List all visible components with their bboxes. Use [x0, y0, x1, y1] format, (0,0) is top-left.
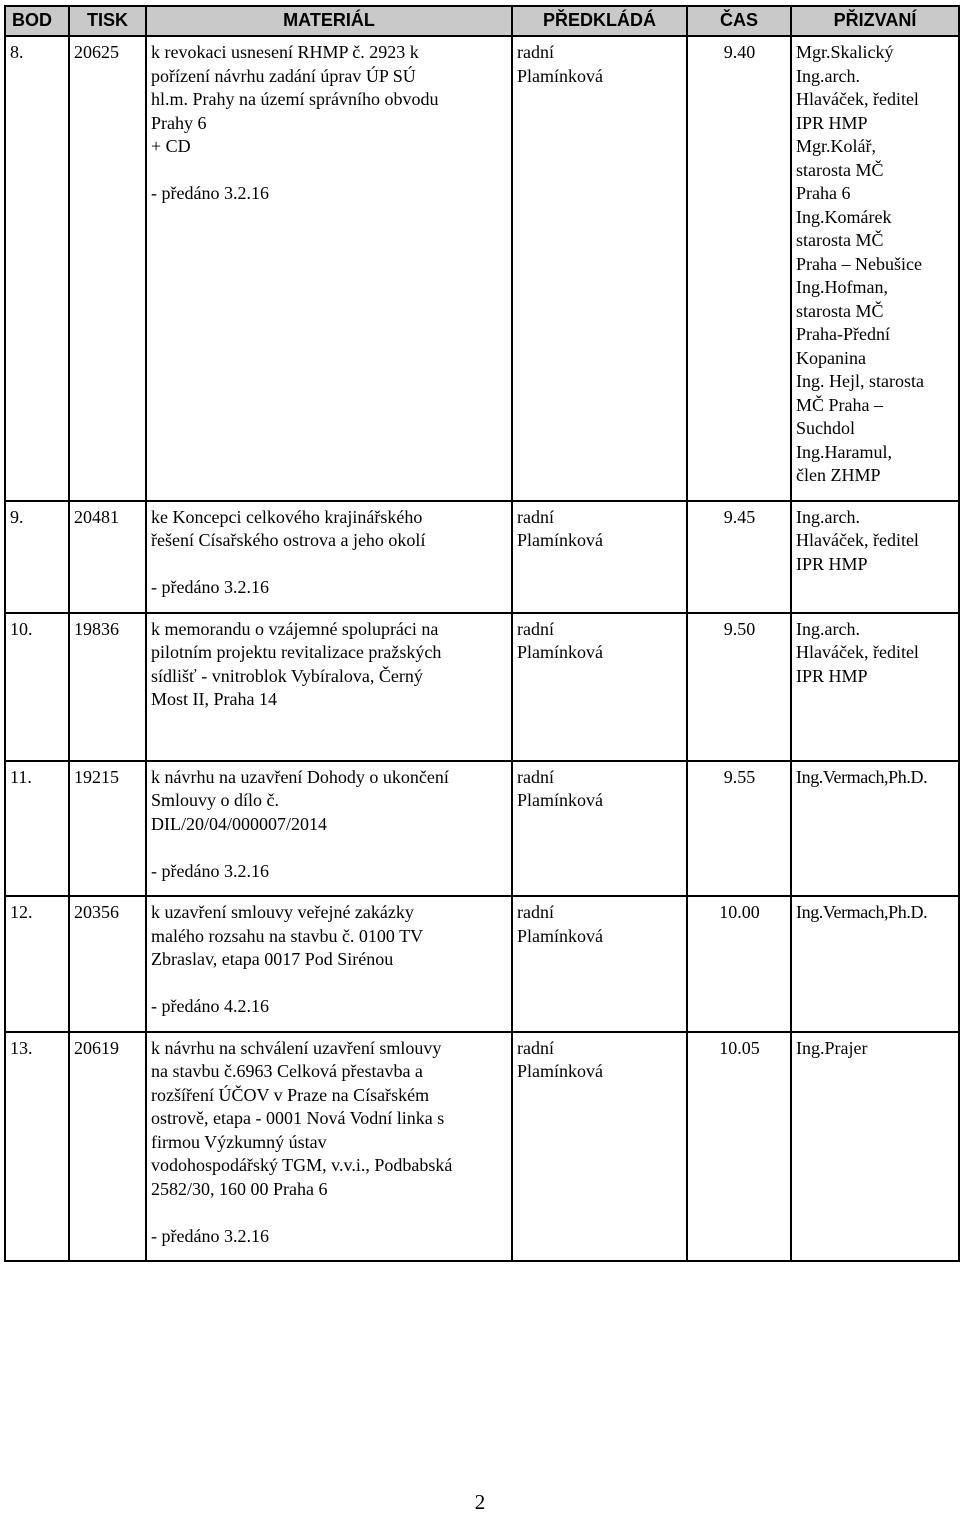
cell-bod — [5, 501, 69, 613]
table-row — [5, 761, 959, 897]
cas-time: 9.50 — [723, 618, 756, 639]
prizvani-line: Ing. Hejl, starosta — [796, 371, 924, 391]
prizvani-line: Ing.Vermach,Ph.D. — [796, 766, 928, 787]
material-line: k revokaci usnesení RHMP č. 2923 k — [151, 42, 419, 62]
material-line: Smlouvy o dílo č. — [151, 790, 280, 810]
table-row — [5, 501, 959, 613]
cell-cas — [687, 761, 791, 897]
predklada-line: radní — [517, 42, 554, 62]
tisk-number: 20625 — [74, 42, 119, 62]
material-line: k memorandu o vzájemné spolupráci na — [151, 618, 439, 639]
predklada-line: Plamínková — [517, 65, 603, 86]
material-line: firmou Výzkumný ústav — [151, 1131, 327, 1152]
cas-time: 10.05 — [719, 1037, 760, 1058]
prizvani-line: IPR HMP — [796, 665, 868, 686]
prizvani-line: Ing.Hofman, — [796, 277, 888, 297]
page-number: 2 — [474, 1490, 486, 1514]
material-line: Zbraslav, etapa 0017 Pod Sirénou — [151, 949, 394, 969]
cell-prizvani — [791, 36, 959, 501]
table-row — [5, 36, 959, 501]
prizvani-line: Ing.arch. — [796, 618, 860, 639]
table-row — [5, 896, 959, 1032]
prizvani-line: Hlaváček, ředitel — [796, 530, 919, 550]
bod-number: 9. — [10, 506, 24, 527]
cell-cas — [687, 613, 791, 761]
predklada-line: Plamínková — [517, 790, 603, 810]
cas-time: 9.45 — [723, 506, 756, 527]
predano-note: - předáno 4.2.16 — [151, 996, 269, 1016]
cell-tisk — [69, 501, 146, 613]
predklada-line: Plamínková — [517, 530, 603, 550]
prizvani-line: Ing.Komárek — [796, 206, 892, 227]
cell-cas — [687, 896, 791, 1032]
material-line: sídlišť - vnitroblok Vybíralova, Černý — [151, 665, 423, 686]
prizvani-line: IPR HMP — [796, 553, 868, 574]
prizvani-line: MČ Praha – — [796, 394, 883, 415]
cell-prizvani — [791, 501, 959, 613]
prizvani-line: Ing.Vermach,Ph.D. — [796, 902, 928, 922]
material-line: + CD — [151, 136, 191, 156]
agenda-body — [5, 36, 959, 1261]
cell-material — [146, 36, 512, 501]
cell-predklada — [512, 761, 687, 897]
header-predklada: PŘEDKLÁDÁ — [512, 6, 687, 36]
material-line: na stavbu č.6963 Celková přestavba a — [151, 1061, 423, 1081]
bod-number: 13. — [10, 1037, 33, 1058]
cell-material — [146, 761, 512, 897]
cell-material — [146, 1032, 512, 1262]
cell-tisk — [69, 896, 146, 1032]
cell-bod — [5, 613, 69, 761]
cell-predklada — [512, 896, 687, 1032]
prizvani-line: Hlaváček, ředitel — [796, 642, 919, 662]
prizvani-line: Suchdol — [796, 418, 856, 438]
spacer — [151, 1201, 508, 1225]
cell-cas — [687, 36, 791, 501]
material-line: Most II, Praha 14 — [151, 689, 277, 709]
cell-material — [146, 501, 512, 613]
material-line: pořízení návrhu zadání úprav ÚP SÚ — [151, 65, 416, 86]
prizvani-line: Mgr.Kolář, — [796, 136, 876, 156]
material-line: ostrově, etapa - 0001 Nová Vodní linka s — [151, 1108, 445, 1128]
bod-number: 12. — [10, 902, 33, 922]
predklada-line: radní — [517, 506, 554, 527]
cell-bod — [5, 761, 69, 897]
cell-predklada — [512, 36, 687, 501]
prizvani-line: Praha 6 — [796, 183, 851, 203]
predklada-line: radní — [517, 902, 554, 922]
tisk-number: 19836 — [74, 618, 119, 639]
predklada-line: radní — [517, 766, 554, 787]
prizvani-line: Praha – Nebušice — [796, 253, 922, 274]
material-line: pilotním projektu revitalizace pražských — [151, 642, 442, 662]
cell-prizvani — [791, 1032, 959, 1262]
material-line: řešení Císařského ostrova a jeho okolí — [151, 530, 426, 550]
prizvani-line: starosta MČ — [796, 159, 884, 180]
prizvani-line: starosta MČ — [796, 230, 884, 250]
bod-number: 8. — [10, 42, 24, 62]
material-line: Prahy 6 — [151, 112, 207, 133]
cell-bod — [5, 1032, 69, 1262]
material-line: rozšíření ÚČOV v Praze na Císařském — [151, 1084, 430, 1105]
material-line: 2582/30, 160 00 Praha 6 — [151, 1178, 328, 1199]
header-bod: BOD — [5, 6, 69, 36]
header-cas: ČAS — [687, 6, 791, 36]
prizvani-line: člen ZHMP — [796, 465, 881, 485]
spacer — [151, 553, 508, 577]
cell-cas — [687, 501, 791, 613]
material-line: malého rozsahu na stavbu č. 0100 TV — [151, 925, 424, 946]
tisk-number: 20481 — [74, 506, 119, 527]
material-line: hl.m. Prahy na území správního obvodu — [151, 89, 439, 109]
cell-prizvani — [791, 896, 959, 1032]
cell-prizvani — [791, 613, 959, 761]
bod-number: 10. — [10, 618, 33, 639]
prizvani-line: starosta MČ — [796, 300, 884, 321]
cell-predklada — [512, 613, 687, 761]
cell-predklada — [512, 1032, 687, 1262]
header-prizvani: PŘIZVANÍ — [791, 6, 959, 36]
spacer — [151, 159, 508, 183]
cell-tisk — [69, 761, 146, 897]
header-tisk: TISK — [69, 6, 146, 36]
cell-tisk — [69, 613, 146, 761]
material-line: k uzavření smlouvy veřejné zakázky — [151, 902, 414, 922]
cell-bod — [5, 896, 69, 1032]
cell-material — [146, 613, 512, 761]
predano-note: - předáno 3.2.16 — [151, 577, 269, 597]
predano-note: - předáno 3.2.16 — [151, 1225, 269, 1246]
material-line: vodohospodářský TGM, v.v.i., Podbabská — [151, 1155, 453, 1175]
prizvani-line: Hlaváček, ředitel — [796, 89, 919, 109]
material-line: k návrhu na schválení uzavření smlouvy — [151, 1037, 442, 1058]
prizvani-line: Ing.arch. — [796, 65, 860, 86]
prizvani-line: Mgr.Skalický — [796, 42, 894, 62]
cell-predklada — [512, 501, 687, 613]
tisk-number: 20356 — [74, 902, 119, 922]
agenda-table — [4, 5, 960, 1262]
tisk-number: 20619 — [74, 1037, 119, 1058]
material-line: ke Koncepci celkového krajinářského — [151, 506, 423, 527]
spacer — [151, 836, 508, 860]
cell-prizvani — [791, 761, 959, 897]
cell-bod — [5, 36, 69, 501]
tisk-number: 19215 — [74, 766, 119, 787]
header-material: MATERIÁL — [146, 6, 512, 36]
table-row — [5, 1032, 959, 1262]
predklada-line: Plamínková — [517, 925, 603, 946]
prizvani-line: Ing.arch. — [796, 506, 860, 527]
predklada-line: radní — [517, 618, 554, 639]
cas-time: 10.00 — [719, 902, 760, 922]
cas-time: 9.40 — [723, 42, 756, 62]
cell-tisk — [69, 1032, 146, 1262]
prizvani-line: Kopanina — [796, 347, 866, 368]
predano-note: - předáno 3.2.16 — [151, 183, 269, 203]
predano-note: - předáno 3.2.16 — [151, 860, 269, 881]
predklada-line: Plamínková — [517, 642, 603, 662]
cell-cas — [687, 1032, 791, 1262]
predklada-line: Plamínková — [517, 1061, 603, 1081]
cas-time: 9.55 — [723, 766, 756, 787]
prizvani-line: Ing.Prajer — [796, 1037, 868, 1058]
table-row — [5, 613, 959, 761]
prizvani-line: IPR HMP — [796, 112, 868, 133]
material-line: k návrhu na uzavření Dohody o ukončení — [151, 766, 449, 787]
predklada-line: radní — [517, 1037, 554, 1058]
cell-tisk — [69, 36, 146, 501]
spacer — [151, 972, 508, 996]
header-row — [5, 6, 959, 36]
bod-number: 11. — [10, 766, 32, 787]
prizvani-line: Ing.Haramul, — [796, 441, 892, 462]
material-line: DIL/20/04/000007/2014 — [151, 813, 327, 834]
cell-material — [146, 896, 512, 1032]
prizvani-line: Praha-Přední — [796, 324, 890, 344]
